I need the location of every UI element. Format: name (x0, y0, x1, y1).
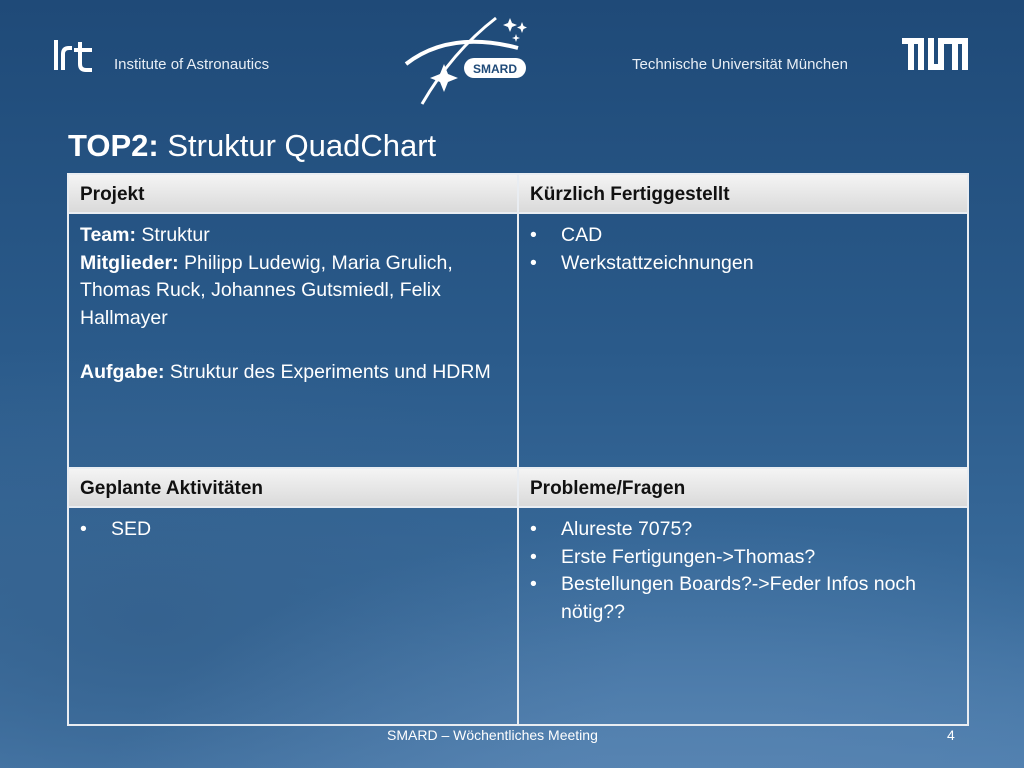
completed-list (530, 222, 956, 277)
task-value: Struktur des Experiments und HDRM (169, 361, 491, 383)
members-line (80, 250, 506, 333)
smard-logo (400, 12, 540, 108)
members-value: Philipp Ludewig, Maria Grulich, Thomas Ruck, Johannes Gutsmiedl, Felix Hallmayer (80, 251, 453, 329)
quad-chart (67, 173, 969, 726)
projekt-body (69, 214, 517, 467)
institute-name: Institute of Astronautics (114, 56, 270, 73)
task-line (80, 359, 506, 387)
page-number: 4 (947, 727, 955, 743)
completed-body (519, 214, 967, 467)
planned-body (69, 508, 517, 724)
lrt-logo-icon (52, 38, 96, 72)
list-item: • Bestellungen Boards?->Feder Infos noch nötig?? (530, 571, 927, 626)
slide-header (0, 0, 1024, 110)
smard-logo-text: SMARD (473, 62, 517, 76)
team-label: Team: (80, 224, 136, 246)
list-item: • Erste Fertigungen->Thomas? (530, 544, 927, 572)
problems-list (530, 516, 927, 626)
planned-header: Geplante Aktivitäten (69, 469, 517, 506)
slide-title-rest: Struktur QuadChart (167, 128, 437, 163)
slide-title (68, 128, 436, 164)
team-value: Struktur (141, 224, 210, 246)
slide-title-bold: TOP2: (68, 128, 159, 163)
completed-header: Kürzlich Fertiggestellt (519, 175, 967, 212)
list-item: • CAD (530, 222, 956, 250)
list-item: • Werkstattzeichnungen (530, 250, 956, 278)
planned-list (80, 516, 506, 544)
problems-body (519, 508, 967, 724)
team-line (80, 222, 506, 250)
list-item: • SED (80, 516, 506, 544)
footer-meeting: SMARD – Wöchentliches Meeting (387, 727, 598, 743)
university-name: Technische Universität München (632, 56, 848, 73)
tum-logo-icon (900, 36, 970, 72)
members-label: Mitglieder: (80, 251, 179, 274)
projekt-header: Projekt (69, 175, 517, 212)
task-label: Aufgabe: (80, 361, 165, 383)
problems-header: Probleme/Fragen (519, 469, 967, 506)
list-item: • Alureste 7075? (530, 516, 927, 544)
